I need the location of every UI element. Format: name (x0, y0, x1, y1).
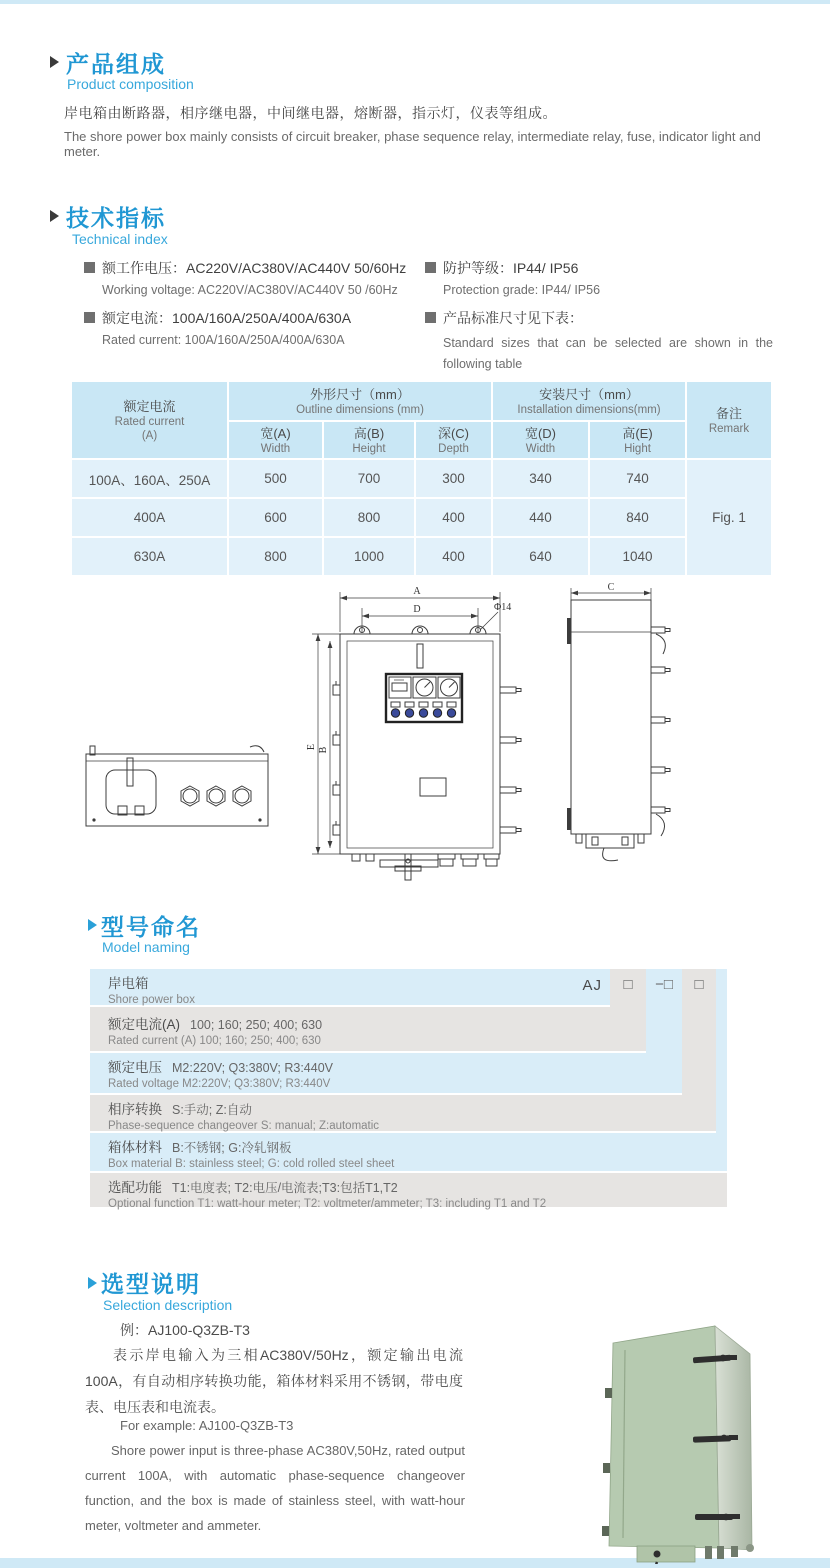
spec-protection-zh: 防护等级：IP44/ IP56 (425, 258, 578, 278)
col-header-hight-e: 高(E) Hight (590, 422, 685, 458)
square-bullet-icon (425, 262, 436, 273)
section-title-composition: 产品组成 (66, 51, 166, 77)
col-header-height-b: 高(B) Height (324, 422, 414, 458)
col-header-install: 安装尺寸（mm） Installation dimensions(mm) (493, 382, 685, 420)
col-header-depth-c: 深(C) Depth (416, 422, 491, 458)
section-subtitle-technical: Technical index (72, 231, 168, 247)
selection-example-en: For example: AJ100-Q3ZB-T3 (120, 1418, 294, 1433)
section-title-selection: 选型说明 (101, 1271, 201, 1297)
col-header-width-a: 宽(A) Width (229, 422, 322, 458)
dim-label-c: C (607, 582, 615, 593)
model-row-shore-power-box: 岸电箱 Shore power box (90, 969, 610, 1005)
composition-body-zh: 岸电箱由断路器，相序继电器，中间继电器，熔断器，指示灯，仪表等组成。 (64, 105, 557, 121)
col-header-outline: 外形尺寸（mm） Outline dimensions (mm) (229, 382, 491, 420)
selection-example-zh: 例：AJ100-Q3ZB-T3 (120, 1322, 250, 1338)
model-row-optional-function: 选配功能 T1:电度表; T2:电压/电流表;T3:包括T1,T2 Optional function T1: watt-hour meter; T2: voltmeter/ammeter; T3: including T1 and T2 (90, 1173, 727, 1207)
col-header-width-d: 宽(D) Width (493, 422, 588, 458)
section-subtitle-model-naming: Model naming (102, 939, 190, 955)
table-row: 400A 600 800 400 440 840 (72, 499, 771, 536)
col-header-remark: 备注 Remark (687, 382, 771, 458)
model-code-prefix: AJ (582, 977, 602, 994)
table-row: 100A、160A、250A 500 700 300 340 740 Fig. 1 (72, 460, 771, 497)
section-title-technical: 技术指标 (66, 205, 166, 231)
drawing-front-view (292, 582, 522, 882)
dim-label-a: A (413, 586, 421, 597)
section-subtitle-composition: Product composition (67, 76, 194, 92)
spec-standard-size-zh: 产品标准尺寸见下表： (425, 308, 583, 328)
top-accent-bar (0, 0, 830, 4)
model-code-box-2: −□ (655, 976, 673, 993)
section-arrow-icon (50, 210, 59, 222)
col-header-rated-current: 额定电流 Rated current (A) (72, 382, 227, 458)
model-row-phase-sequence: 相序转换 S:手动; Z:自动 Phase-sequence changeover S: manual; Z:automatic (90, 1095, 716, 1131)
dim-label-hole: Φ14 (494, 602, 512, 613)
spec-protection-en: Protection grade: IP44/ IP56 (443, 283, 601, 297)
section-arrow-icon (50, 56, 59, 68)
table-row: 630A 800 1000 400 640 1040 (72, 538, 771, 575)
product-photo (545, 1298, 803, 1564)
spec-working-voltage-zh: 额工作电压：AC220V/AC380V/AC440V 50/60Hz (84, 258, 406, 278)
model-naming-diagram (90, 969, 727, 1210)
section-arrow-icon (88, 1277, 97, 1289)
model-row-box-material: 箱体材料 B:不锈钢; G:冷轧钢板 Box material B: stainless steel; G: cold rolled steel sheet (90, 1133, 727, 1171)
remark-fig: Fig. 1 (687, 460, 771, 575)
dim-label-d: D (413, 604, 421, 615)
drawing-bottom-view (82, 742, 272, 837)
spec-rated-current-en: Rated current: 100A/160A/250A/400A/630A (102, 333, 345, 347)
model-code-box-3: □ (694, 976, 704, 993)
section-arrow-icon (88, 919, 97, 931)
model-code-box-1: □ (623, 976, 633, 993)
section-title-model-naming: 型号命名 (101, 914, 201, 940)
composition-body-en: The shore power box mainly consists of circuit breaker, phase sequence relay, intermediate relay, fuse, indicator light and meter. (64, 129, 761, 159)
dim-label-e: E (306, 743, 317, 751)
spec-working-voltage-en: Working voltage: AC220V/AC380V/AC440V 50 /60Hz (102, 283, 398, 297)
model-row-rated-current: 额定电流(A) 100; 160; 250; 400; 630 Rated current (A) 100; 160; 250; 400; 630 (90, 1007, 646, 1051)
model-row-rated-voltage: 额定电压 M2:220V; Q3:380V; R3:440V Rated voltage M2:220V; Q3:380V; R3:440V (90, 1053, 682, 1093)
square-bullet-icon (84, 312, 95, 323)
spec-standard-size-en: Standard sizes that can be selected are shown in the following table (443, 336, 773, 371)
selection-desc-en: Shore power input is three-phase AC380V,50Hz, rated output current 100A, with automatic phase-sequence changeover function, and the box is made of stainless steel, with watt-hour meter, voltmeter and ammeter. (85, 1443, 465, 1533)
dim-label-b: B (318, 746, 329, 754)
size-table (70, 380, 773, 577)
square-bullet-icon (425, 312, 436, 323)
square-bullet-icon (84, 262, 95, 273)
section-subtitle-selection: Selection description (103, 1297, 233, 1313)
selection-desc-zh: 表示岸电输入为三相AC380V/50Hz，额定输出电流100A，有自动相序转换功能，箱体材料采用不锈钢，带电度表、电压表和电流表。 (85, 1347, 463, 1415)
spec-rated-current-zh: 额定电流：100A/160A/250A/400A/630A (84, 308, 351, 328)
drawing-side-view (556, 582, 686, 882)
